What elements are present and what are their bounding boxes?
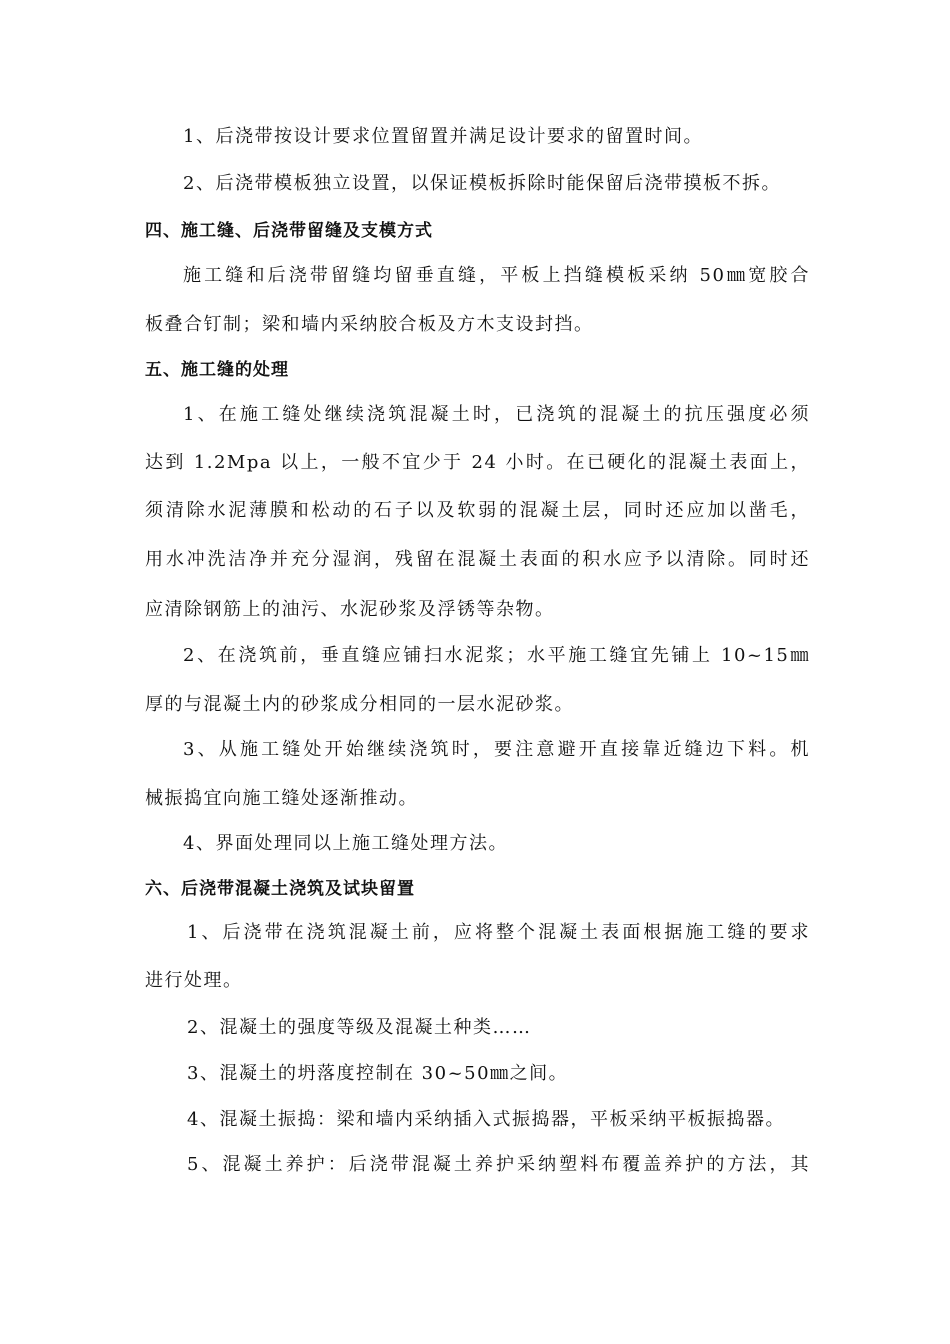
paragraph-line: 4、混凝土振捣：梁和墙内采纳插入式振捣器，平板采纳平板振捣器。 [187, 1109, 785, 1130]
paragraph-line: 用水冲洗洁净并充分湿润，残留在混凝土表面的积水应予以清除。同时还 [145, 549, 810, 570]
paragraph-line: 3、混凝土的坍落度控制在 30~50㎜之间。 [187, 1063, 569, 1084]
paragraph-line: 4、界面处理同以上施工缝处理方法。 [183, 833, 508, 854]
paragraph-line: 2、混凝土的强度等级及混凝土种类…… [187, 1017, 532, 1038]
section-heading-6: 六、后浇带混凝土浇筑及试块留置 [145, 879, 415, 899]
paragraph-line: 2、后浇带模板独立设置，以保证模板拆除时能保留后浇带摸板不拆。 [183, 173, 781, 194]
section-heading-5: 五、施工缝的处理 [145, 360, 289, 380]
paragraph-line: 械振捣宜向施工缝处逐渐推动。 [145, 788, 418, 809]
paragraph-line: 2、在浇筑前，垂直缝应铺扫水泥浆；水平施工缝宜先铺上 10~15㎜ [183, 645, 810, 666]
paragraph-line: 板叠合钉制；梁和墙内采纳胶合板及方木支设封挡。 [145, 314, 594, 335]
paragraph-line: 1、后浇带按设计要求位置留置并满足设计要求的留置时间。 [183, 126, 703, 147]
paragraph-line: 5、混凝土养护：后浇带混凝土养护采纳塑料布覆盖养护的方法，其 [187, 1154, 810, 1175]
paragraph-line: 应清除钢筋上的油污、水泥砂浆及浮锈等杂物。 [145, 599, 555, 620]
paragraph-line: 1、在施工缝处继续浇筑混凝土时，已浇筑的混凝土的抗压强度必须 [183, 404, 810, 425]
paragraph-line: 1、后浇带在浇筑混凝土前，应将整个混凝土表面根据施工缝的要求 [187, 922, 810, 943]
paragraph-line: 达到 1.2Mpa 以上，一般不宜少于 24 小时。在已硬化的混凝土表面上， [145, 452, 810, 473]
paragraph-line: 施工缝和后浇带留缝均留垂直缝，平板上挡缝模板采纳 50㎜宽胶合 [183, 265, 810, 286]
paragraph-line: 厚的与混凝土内的砂浆成分相同的一层水泥砂浆。 [145, 694, 574, 715]
paragraph-line: 3、从施工缝处开始继续浇筑时，要注意避开直接靠近缝边下料。机 [183, 739, 810, 760]
paragraph-line: 须清除水泥薄膜和松动的石子以及软弱的混凝土层，同时还应加以凿毛， [145, 500, 810, 521]
section-heading-4: 四、施工缝、后浇带留缝及支模方式 [145, 221, 433, 241]
paragraph-line: 进行处理。 [145, 970, 243, 991]
